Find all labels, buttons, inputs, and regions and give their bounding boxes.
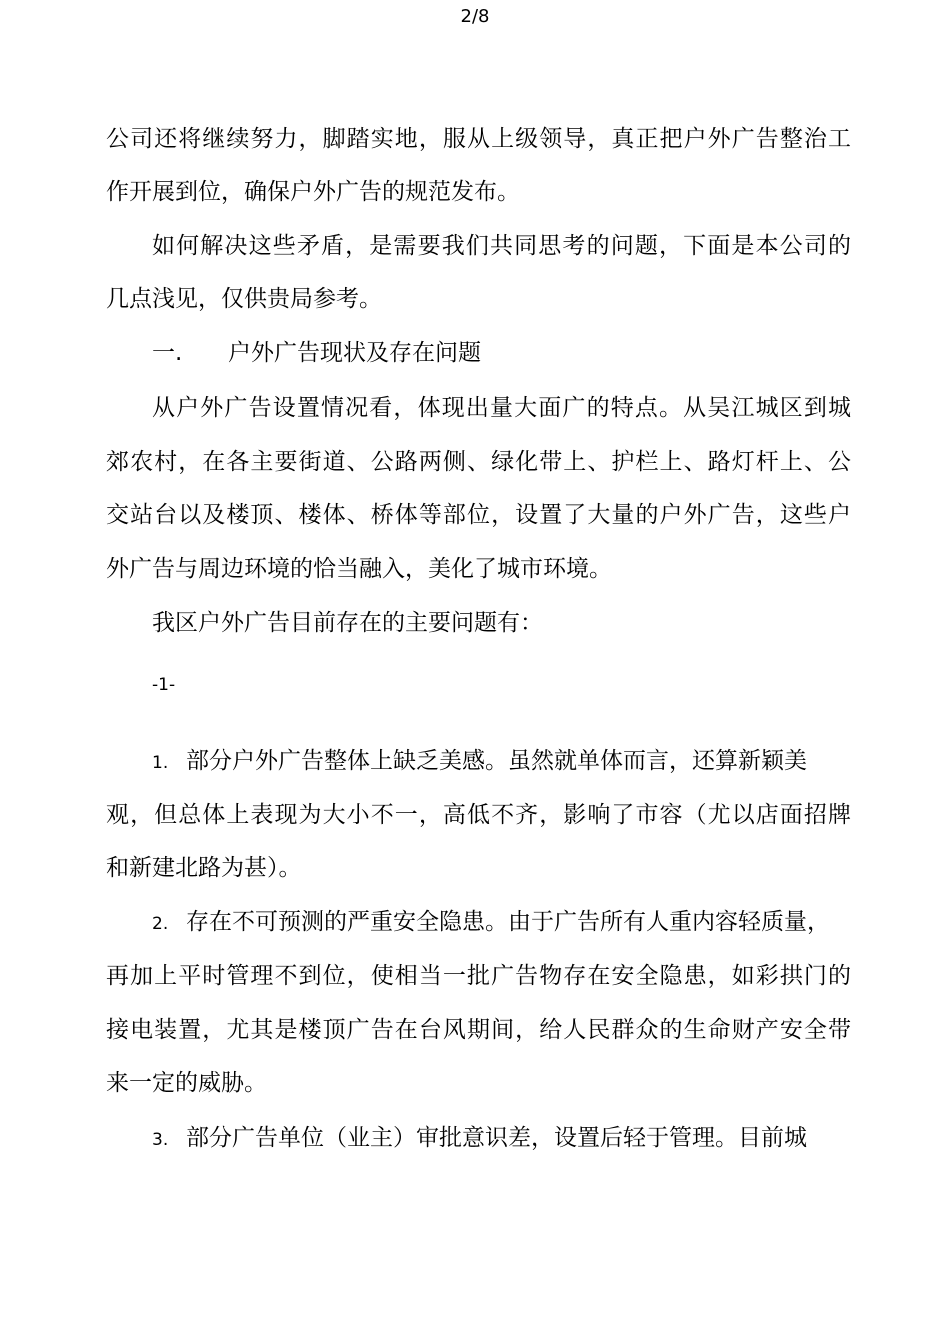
list-item-text: 存在不可预测的严重安全隐患。由于广告所有人重内容轻质量，	[186, 909, 830, 935]
list-item	[152, 904, 851, 940]
footer-page-number: -1-	[152, 675, 176, 695]
paragraph-line: 观，但总体上表现为大小不一，高低不齐，影响了市容（尤以店面招牌	[106, 802, 851, 828]
list-item-text: 部分户外广告整体上缺乏美感。虽然就单体而言，还算新颖美	[186, 748, 807, 774]
section-heading-number: 一.	[152, 340, 183, 366]
paragraph-line: 几点浅见，仅供贵局参考。	[106, 286, 382, 312]
list-item-text: 部分广告单位（业主）审批意识差，设置后轻于管理。目前城	[186, 1125, 807, 1151]
paragraph-line: 外广告与周边环境的恰当融入，美化了城市环境。	[106, 556, 612, 582]
paragraph-line: 交站台以及楼顶、楼体、桥体等部位，设置了大量的户外广告，这些户	[106, 502, 851, 528]
paragraph-line: 作开展到位，确保户外广告的规范发布。	[106, 179, 520, 205]
list-item-number: 3.	[152, 1130, 169, 1150]
paragraph-line: 来一定的威胁。	[106, 1070, 267, 1096]
paragraph-line: 我区户外广告目前存在的主要问题有：	[152, 610, 543, 636]
list-item-number: 2.	[152, 914, 169, 934]
list-item	[152, 743, 851, 779]
list-item-number: 1.	[152, 753, 169, 773]
paragraph-line: 再加上平时管理不到位，使相当一批广告物存在安全隐患，如彩拱门的	[106, 963, 851, 989]
paragraph-line: 如何解决这些矛盾，是需要我们共同思考的问题，下面是本公司的	[152, 233, 851, 259]
paragraph-line: 郊农村，在各主要街道、公路两侧、绿化带上、护栏上、路灯杆上、公	[106, 449, 851, 475]
paragraph-line: 接电装置，尤其是楼顶广告在台风期间，给人民群众的生命财产安全带	[106, 1017, 851, 1043]
paragraph-line: 和新建北路为甚）。	[106, 855, 302, 881]
section-heading	[152, 335, 851, 371]
paragraph-line: 从户外广告设置情况看，体现出量大面广的特点。从吴江城区到城	[152, 395, 851, 421]
section-heading-title: 户外广告现状及存在问题	[228, 340, 481, 366]
page-indicator: 2/8	[460, 6, 490, 27]
paragraph-line: 公司还将继续努力，脚踏实地，服从上级领导，真正把户外广告整治工	[106, 126, 851, 152]
list-item	[152, 1120, 851, 1156]
